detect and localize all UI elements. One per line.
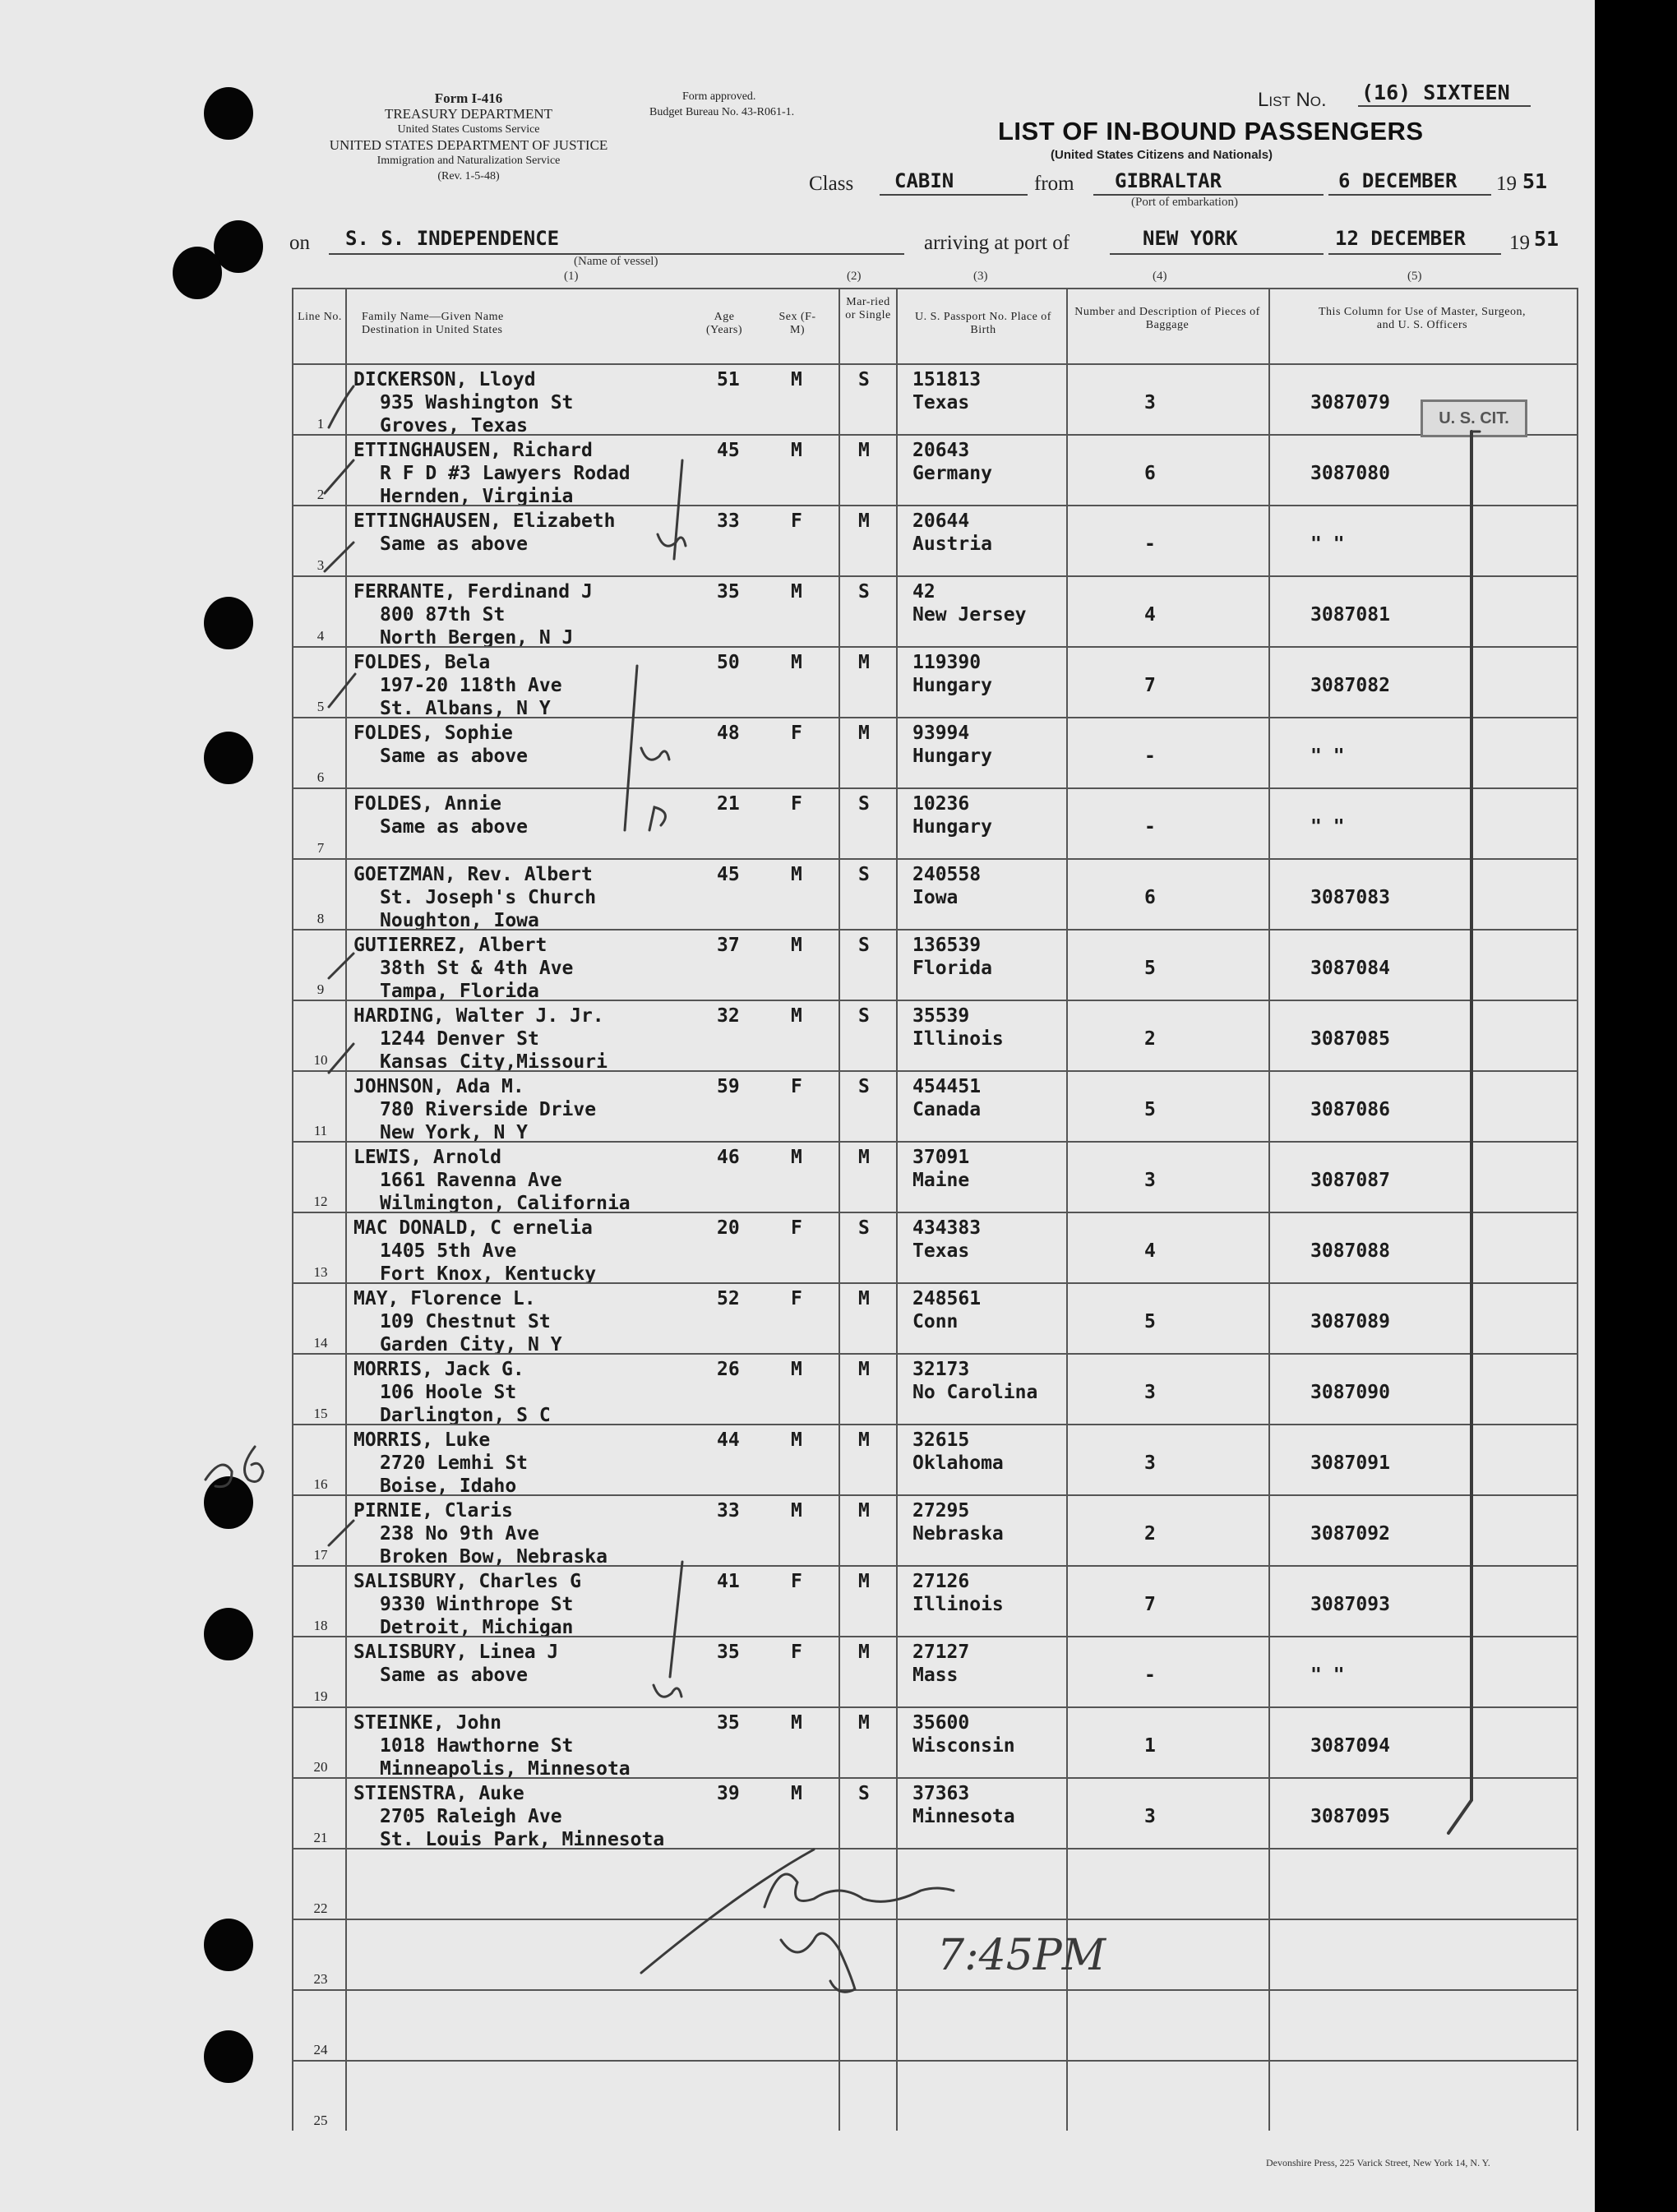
passport-number: 10236 bbox=[912, 793, 970, 815]
address-street: 1244 Denver St bbox=[380, 1028, 539, 1050]
embark-caption: (Port of embarkation) bbox=[1131, 196, 1238, 209]
age: 46 bbox=[717, 1147, 740, 1168]
passport-number: 27295 bbox=[912, 1500, 970, 1522]
passport-number: 119390 bbox=[912, 652, 982, 673]
baggage-count: 3 bbox=[1144, 1382, 1156, 1403]
address-street: Same as above bbox=[380, 816, 529, 838]
sex: M bbox=[791, 1500, 802, 1522]
baggage-count: 4 bbox=[1144, 604, 1156, 626]
line-number: 10 bbox=[313, 1052, 328, 1068]
sex: M bbox=[791, 1712, 802, 1734]
depart-year: 51 bbox=[1522, 169, 1548, 193]
passport-number: 35600 bbox=[912, 1712, 970, 1734]
passenger-name: MAC DONALD, C ernelia bbox=[353, 1217, 593, 1239]
passenger-name: FOLDES, Sophie bbox=[353, 723, 513, 744]
line-number: 20 bbox=[313, 1759, 328, 1775]
col-head-sex: Sex (F-M) bbox=[778, 311, 816, 336]
sex: F bbox=[791, 1288, 802, 1309]
class-value: CABIN bbox=[894, 169, 954, 192]
age: 35 bbox=[717, 1712, 740, 1734]
passport-number: 20643 bbox=[912, 440, 970, 461]
col-head-line: Line No. bbox=[298, 311, 342, 323]
line-number: 8 bbox=[316, 911, 325, 926]
line-number: 21 bbox=[313, 1830, 328, 1845]
depart-year-prefix: 19 bbox=[1496, 173, 1517, 195]
baggage-count: 6 bbox=[1144, 887, 1156, 908]
address-street: Same as above bbox=[380, 533, 529, 555]
check-mark bbox=[329, 386, 353, 427]
place-of-birth: Wisconsin bbox=[912, 1735, 1015, 1757]
marital-status: M bbox=[858, 1429, 870, 1451]
officer-number: " " bbox=[1310, 816, 1345, 838]
baggage-count: 5 bbox=[1144, 1099, 1156, 1120]
passport-number: 27126 bbox=[912, 1571, 970, 1592]
address-street: R F D #3 Lawyers Rodad bbox=[380, 463, 631, 484]
officer-number: " " bbox=[1310, 746, 1345, 767]
officer-number: 3087095 bbox=[1310, 1806, 1390, 1827]
place-of-birth: Texas bbox=[912, 1240, 970, 1262]
line-number: 2 bbox=[316, 487, 325, 502]
page-subtitle: (United States Citizens and Nationals) bbox=[1051, 148, 1273, 162]
arrive-year: 51 bbox=[1534, 227, 1559, 251]
col-head-officers: This Column for Use of Master, Surgeon, and U. S. Officers bbox=[1319, 306, 1526, 331]
line-number: 14 bbox=[313, 1335, 328, 1351]
passenger-name: MORRIS, Jack G. bbox=[353, 1359, 524, 1380]
address-city: Tampa, Florida bbox=[380, 981, 539, 1002]
place-of-birth: Texas bbox=[912, 392, 970, 413]
marital-status: M bbox=[858, 1642, 870, 1663]
place-of-birth: Hungary bbox=[912, 675, 992, 696]
passport-number: 93994 bbox=[912, 723, 970, 744]
officer-number: " " bbox=[1310, 1665, 1345, 1686]
passport-number: 434383 bbox=[912, 1217, 982, 1239]
address-city: Noughton, Iowa bbox=[380, 910, 539, 931]
officer-number: 3087081 bbox=[1310, 604, 1390, 626]
sex: M bbox=[791, 1783, 802, 1804]
line-number: 11 bbox=[313, 1123, 328, 1138]
arrive-year-prefix: 19 bbox=[1509, 232, 1530, 254]
age: 41 bbox=[717, 1571, 740, 1592]
address-city: Minneapolis, Minnesota bbox=[380, 1758, 631, 1780]
passport-number: 248561 bbox=[912, 1288, 982, 1309]
sex: M bbox=[791, 864, 802, 885]
passenger-name: JOHNSON, Ada M. bbox=[353, 1076, 524, 1097]
passport-number: 454451 bbox=[912, 1076, 982, 1097]
address-street: 197-20 118th Ave bbox=[380, 675, 562, 696]
passenger-name: FOLDES, Annie bbox=[353, 793, 502, 815]
baggage-count: 5 bbox=[1144, 1311, 1156, 1332]
treasury-dept: TREASURY DEPARTMENT bbox=[384, 106, 553, 122]
on-label: on bbox=[289, 232, 310, 254]
vessel-name: S. S. INDEPENDENCE bbox=[345, 227, 560, 250]
ins-service: Immigration and Naturalization Service bbox=[377, 155, 561, 167]
age: 59 bbox=[717, 1076, 740, 1097]
address-city: Darlington, S C bbox=[380, 1405, 551, 1426]
address-city: Detroit, Michigan bbox=[380, 1617, 574, 1638]
line-number: 17 bbox=[313, 1547, 328, 1563]
line-number: 12 bbox=[313, 1194, 328, 1209]
line-number: 19 bbox=[313, 1688, 328, 1704]
passenger-name: MORRIS, Luke bbox=[353, 1429, 491, 1451]
check-mark bbox=[329, 1521, 353, 1545]
sex: F bbox=[791, 1642, 802, 1663]
marital-status: M bbox=[858, 510, 870, 532]
place-of-birth: Florida bbox=[912, 958, 992, 979]
baggage-count: 3 bbox=[1144, 392, 1156, 413]
age: 32 bbox=[717, 1005, 740, 1027]
address-street: 1661 Ravenna Ave bbox=[380, 1170, 562, 1191]
passenger-name: PIRNIE, Claris bbox=[353, 1500, 513, 1522]
passenger-name: HARDING, Walter J. Jr. bbox=[353, 1005, 604, 1027]
place-of-birth: Conn bbox=[912, 1311, 959, 1332]
marital-status: M bbox=[858, 1712, 870, 1734]
address-street: 1405 5th Ave bbox=[380, 1240, 517, 1262]
place-of-birth: Canada bbox=[912, 1099, 982, 1120]
line-number: 1 bbox=[316, 416, 325, 432]
officer-number: 3087084 bbox=[1310, 958, 1390, 979]
page-title: LIST OF IN-BOUND PASSENGERS bbox=[998, 117, 1424, 145]
baggage-count: 3 bbox=[1144, 1806, 1156, 1827]
justice-dept: UNITED STATES DEPARTMENT OF JUSTICE bbox=[329, 137, 608, 153]
passport-number: 151813 bbox=[912, 369, 982, 390]
address-street: 109 Chestnut St bbox=[380, 1311, 551, 1332]
line-number: 5 bbox=[316, 699, 325, 714]
passport-number: 42 bbox=[912, 581, 936, 603]
place-of-birth: Maine bbox=[912, 1170, 970, 1191]
age: 52 bbox=[717, 1288, 740, 1309]
age: 45 bbox=[717, 440, 740, 461]
sex: M bbox=[791, 1147, 802, 1168]
class-label: Class bbox=[809, 173, 854, 195]
address-city: Groves, Texas bbox=[380, 415, 529, 436]
col-head-married: Mar-ried or Single bbox=[845, 296, 891, 321]
passenger-name: ETTINGHAUSEN, Elizabeth bbox=[353, 510, 616, 532]
passenger-name: ETTINGHAUSEN, Richard bbox=[353, 440, 593, 461]
passport-number: 27127 bbox=[912, 1642, 970, 1663]
sex: F bbox=[791, 1076, 802, 1097]
age: 35 bbox=[717, 581, 740, 603]
line-number: 13 bbox=[313, 1264, 328, 1280]
scribble-mark bbox=[641, 748, 669, 760]
officer-number: 3087079 bbox=[1310, 392, 1390, 413]
passenger-name: GUTIERREZ, Albert bbox=[353, 935, 547, 956]
sex: M bbox=[791, 1429, 802, 1451]
address-street: 800 87th St bbox=[380, 604, 506, 626]
passenger-name: DICKERSON, Lloyd bbox=[353, 369, 536, 390]
signature bbox=[641, 1849, 814, 1973]
place-of-birth: Germany bbox=[912, 463, 992, 484]
sex: F bbox=[791, 793, 802, 815]
passenger-name: GOETZMAN, Rev. Albert bbox=[353, 864, 593, 885]
budget-bureau: Budget Bureau No. 43-R061-1. bbox=[649, 106, 795, 118]
officer-number: " " bbox=[1310, 533, 1345, 555]
baggage-count: 5 bbox=[1144, 958, 1156, 979]
passenger-name: LEWIS, Arnold bbox=[353, 1147, 502, 1168]
address-city: Broken Bow, Nebraska bbox=[380, 1546, 608, 1568]
address-city: Boise, Idaho bbox=[380, 1475, 517, 1497]
place-of-birth: Hungary bbox=[912, 816, 992, 838]
passport-number: 35539 bbox=[912, 1005, 970, 1027]
age: 21 bbox=[717, 793, 740, 815]
arrive-port: NEW YORK bbox=[1143, 227, 1238, 250]
place-of-birth: Illinois bbox=[912, 1028, 1004, 1050]
from-value: GIBRALTAR bbox=[1115, 169, 1222, 192]
sex: M bbox=[791, 1359, 802, 1380]
address-street: 780 Riverside Drive bbox=[380, 1099, 597, 1120]
sex: M bbox=[791, 440, 802, 461]
col-num-4: (4) bbox=[1153, 270, 1167, 283]
margin-scribble bbox=[245, 1447, 264, 1481]
address-street: 2705 Raleigh Ave bbox=[380, 1806, 562, 1827]
baggage-count: - bbox=[1144, 746, 1156, 767]
check-mark bbox=[329, 954, 353, 978]
baggage-count: 3 bbox=[1144, 1452, 1156, 1474]
marital-status: S bbox=[858, 793, 870, 815]
officer-number: 3087092 bbox=[1310, 1523, 1390, 1545]
sex: F bbox=[791, 510, 802, 532]
marital-status: S bbox=[858, 1005, 870, 1027]
officer-number: 3087083 bbox=[1310, 887, 1390, 908]
check-mark bbox=[325, 460, 353, 493]
sex: M bbox=[791, 581, 802, 603]
officer-number: 3087091 bbox=[1310, 1452, 1390, 1474]
age: 50 bbox=[717, 652, 740, 673]
passport-number: 37091 bbox=[912, 1147, 970, 1168]
baggage-count: 3 bbox=[1144, 1170, 1156, 1191]
baggage-count: 2 bbox=[1144, 1523, 1156, 1545]
marital-status: M bbox=[858, 1571, 870, 1592]
age: 51 bbox=[717, 369, 740, 390]
marital-status: M bbox=[858, 1288, 870, 1309]
marital-status: S bbox=[858, 864, 870, 885]
address-street: 38th St & 4th Ave bbox=[380, 958, 574, 979]
check-mark bbox=[329, 674, 355, 707]
address-street: Same as above bbox=[380, 746, 529, 767]
scribble-mark bbox=[654, 1685, 681, 1697]
col-head-baggage: Number and Description of Pieces of Baggage bbox=[1074, 306, 1260, 331]
officer-number: 3087088 bbox=[1310, 1240, 1390, 1262]
line-number: 3 bbox=[316, 557, 325, 573]
baggage-count: 6 bbox=[1144, 463, 1156, 484]
place-of-birth: New Jersey bbox=[912, 604, 1027, 626]
age: 37 bbox=[717, 935, 740, 956]
arrive-date: 12 DECEMBER bbox=[1335, 227, 1466, 250]
place-of-birth: Illinois bbox=[912, 1594, 1004, 1615]
marital-status: M bbox=[858, 652, 870, 673]
baggage-count: - bbox=[1144, 533, 1156, 555]
officer-number: 3087086 bbox=[1310, 1099, 1390, 1120]
us-citizen-stamp: U. S. CIT. bbox=[1421, 399, 1527, 437]
handwritten-time: 7:45PM bbox=[937, 1931, 1106, 1980]
age: 35 bbox=[717, 1642, 740, 1663]
line-number: 7 bbox=[316, 840, 325, 856]
depart-date: 6 DECEMBER bbox=[1338, 169, 1458, 192]
line-number: 18 bbox=[313, 1618, 328, 1633]
col-num-1: (1) bbox=[564, 270, 579, 283]
place-of-birth: Oklahoma bbox=[912, 1452, 1004, 1474]
address-city: New York, N Y bbox=[380, 1122, 529, 1143]
officer-number: 3087080 bbox=[1310, 463, 1390, 484]
bracket-mark bbox=[625, 666, 637, 830]
address-city: Kansas City,Missouri bbox=[380, 1051, 608, 1073]
age: 33 bbox=[717, 510, 740, 532]
age: 33 bbox=[717, 1500, 740, 1522]
line-number: 6 bbox=[316, 769, 325, 785]
place-of-birth: Austria bbox=[912, 533, 992, 555]
revision: (Rev. 1-5-48) bbox=[437, 170, 500, 182]
from-label: from bbox=[1034, 173, 1074, 195]
passenger-name: SALISBURY, Charles G bbox=[353, 1571, 581, 1592]
officer-number: 3087093 bbox=[1310, 1594, 1390, 1615]
passenger-name: FOLDES, Bela bbox=[353, 652, 491, 673]
age: 20 bbox=[717, 1217, 740, 1239]
passport-number: 37363 bbox=[912, 1783, 970, 1804]
age: 48 bbox=[717, 723, 740, 744]
address-city: St. Albans, N Y bbox=[380, 698, 551, 719]
address-street: 106 Hoole St bbox=[380, 1382, 517, 1403]
passenger-name: STEINKE, John bbox=[353, 1712, 502, 1734]
line-number: 9 bbox=[316, 981, 325, 997]
sex: M bbox=[791, 369, 802, 390]
col-num-2: (2) bbox=[847, 270, 862, 283]
address-street: 1018 Hawthorne St bbox=[380, 1735, 574, 1757]
baggage-count: 2 bbox=[1144, 1028, 1156, 1050]
passenger-name: STIENSTRA, Auke bbox=[353, 1783, 524, 1804]
margin-scribble bbox=[206, 1465, 232, 1487]
line-number: 23 bbox=[313, 1971, 328, 1987]
line-number: 4 bbox=[316, 628, 325, 644]
baggage-count: - bbox=[1144, 816, 1156, 838]
bracket-mark bbox=[670, 1562, 682, 1677]
signature bbox=[765, 1874, 954, 1907]
sex: M bbox=[791, 652, 802, 673]
passport-number: 32615 bbox=[912, 1429, 970, 1451]
officer-number: 3087094 bbox=[1310, 1735, 1390, 1757]
marital-status: S bbox=[858, 1783, 870, 1804]
marital-status: M bbox=[858, 1147, 870, 1168]
marital-status: M bbox=[858, 1359, 870, 1380]
baggage-count: 1 bbox=[1144, 1735, 1156, 1757]
sex: F bbox=[791, 1571, 802, 1592]
marital-status: S bbox=[858, 935, 870, 956]
line-number: 25 bbox=[313, 2113, 328, 2128]
baggage-count: 7 bbox=[1144, 675, 1156, 696]
arriving-label: arriving at port of bbox=[924, 232, 1070, 254]
scribble-mark bbox=[649, 807, 665, 830]
passenger-name: MAY, Florence L. bbox=[353, 1288, 536, 1309]
address-street: 935 Washington St bbox=[380, 392, 574, 413]
form-number: Form I-416 bbox=[434, 90, 503, 106]
place-of-birth: Mass bbox=[912, 1665, 959, 1686]
col-head-destination-text: Destination in United States bbox=[362, 324, 503, 336]
sex: M bbox=[791, 935, 802, 956]
passport-number: 20644 bbox=[912, 510, 970, 532]
officer-number: 3087090 bbox=[1310, 1382, 1390, 1403]
sex: F bbox=[791, 723, 802, 744]
check-mark bbox=[329, 1044, 353, 1073]
col-head-name-text: Family Name—Given Name bbox=[362, 311, 504, 323]
scribble-mark bbox=[658, 534, 686, 546]
marital-status: S bbox=[858, 1076, 870, 1097]
list-no-value: (16) SIXTEEN bbox=[1361, 81, 1510, 104]
vessel-caption: (Name of vessel) bbox=[574, 255, 658, 268]
check-mark bbox=[325, 543, 353, 571]
officer-number: 3087089 bbox=[1310, 1311, 1390, 1332]
age: 45 bbox=[717, 864, 740, 885]
marital-status: M bbox=[858, 440, 870, 461]
place-of-birth: Hungary bbox=[912, 746, 992, 767]
customs-service: United States Customs Service bbox=[397, 123, 540, 136]
passport-number: 32173 bbox=[912, 1359, 970, 1380]
address-street: St. Joseph's Church bbox=[380, 887, 597, 908]
col-head-age: Age (Years) bbox=[705, 311, 743, 336]
signature bbox=[781, 1933, 855, 1992]
marital-status: S bbox=[858, 369, 870, 390]
passport-number: 136539 bbox=[912, 935, 982, 956]
officer-number: 3087085 bbox=[1310, 1028, 1390, 1050]
passport-number: 240558 bbox=[912, 864, 982, 885]
place-of-birth: Minnesota bbox=[912, 1806, 1015, 1827]
line-number: 15 bbox=[313, 1406, 328, 1421]
line-number: 16 bbox=[313, 1476, 328, 1492]
age: 44 bbox=[717, 1429, 740, 1451]
address-street: 2720 Lemhi St bbox=[380, 1452, 529, 1474]
baggage-count: 7 bbox=[1144, 1594, 1156, 1615]
address-city: Wilmington, California bbox=[380, 1193, 631, 1214]
address-city: St. Louis Park, Minnesota bbox=[380, 1829, 665, 1850]
col-num-3: (3) bbox=[973, 270, 988, 283]
address-city: Fort Knox, Kentucky bbox=[380, 1263, 597, 1285]
officer-number: 3087082 bbox=[1310, 675, 1390, 696]
list-no-label: List No. bbox=[1258, 89, 1327, 111]
col-num-5: (5) bbox=[1407, 270, 1422, 283]
age: 39 bbox=[717, 1783, 740, 1804]
printer-footer: Devonshire Press, 225 Varick Street, New York 14, N. Y. bbox=[1266, 2157, 1490, 2168]
marital-status: S bbox=[858, 581, 870, 603]
passenger-name: FERRANTE, Ferdinand J bbox=[353, 581, 593, 603]
col-head-passport: U. S. Passport No. Place of Birth bbox=[915, 311, 1051, 336]
address-street: 238 No 9th Ave bbox=[380, 1523, 539, 1545]
address-street: Same as above bbox=[380, 1665, 529, 1686]
marital-status: M bbox=[858, 723, 870, 744]
baggage-count: - bbox=[1144, 1665, 1156, 1686]
sex: F bbox=[791, 1217, 802, 1239]
marital-status: S bbox=[858, 1217, 870, 1239]
age: 26 bbox=[717, 1359, 740, 1380]
place-of-birth: Iowa bbox=[912, 887, 959, 908]
marital-status: M bbox=[858, 1500, 870, 1522]
baggage-count: 4 bbox=[1144, 1240, 1156, 1262]
officer-number: 3087087 bbox=[1310, 1170, 1390, 1191]
sex: M bbox=[791, 1005, 802, 1027]
address-street: 9330 Winthrope St bbox=[380, 1594, 574, 1615]
bracket-line bbox=[1448, 432, 1471, 1833]
line-number: 22 bbox=[313, 1900, 328, 1916]
place-of-birth: No Carolina bbox=[912, 1382, 1038, 1403]
address-city: North Bergen, N J bbox=[380, 627, 574, 649]
place-of-birth: Nebraska bbox=[912, 1523, 1004, 1545]
passenger-name: SALISBURY, Linea J bbox=[353, 1642, 559, 1663]
form-approved: Form approved. bbox=[682, 90, 756, 103]
line-number: 24 bbox=[313, 2042, 328, 2057]
address-city: Garden City, N Y bbox=[380, 1334, 562, 1355]
address-city: Hernden, Virginia bbox=[380, 486, 574, 507]
